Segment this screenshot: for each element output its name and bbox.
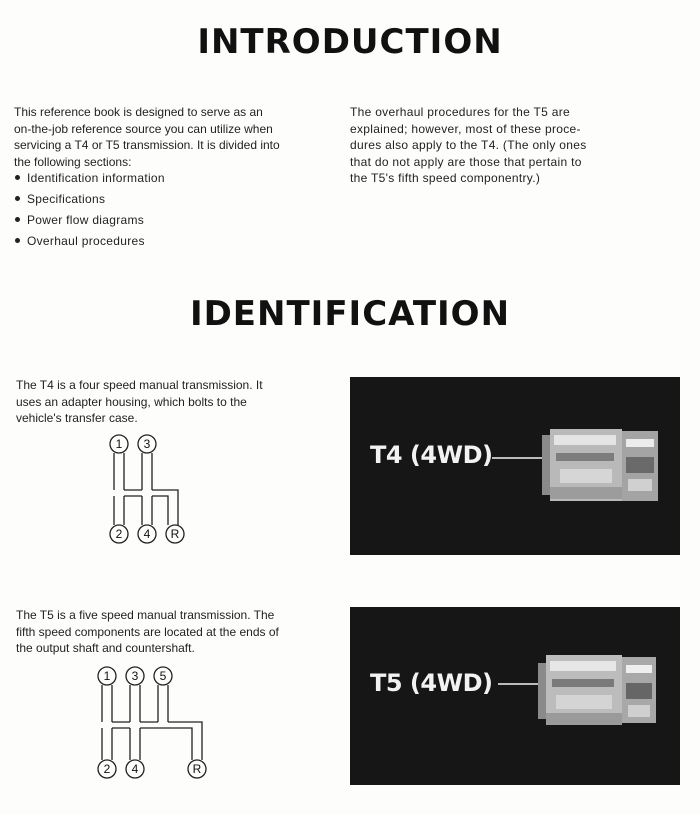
list-item: Specifications xyxy=(14,191,165,212)
intro-right-line: the T5's fifth speed componentry.) xyxy=(350,171,541,185)
t4-photo-label: T4 (4WD) xyxy=(370,441,493,469)
identification-heading: IDENTIFICATION xyxy=(189,294,511,334)
t5-shift-pattern-diagram xyxy=(90,664,215,788)
intro-left-paragraph xyxy=(14,104,280,170)
transmission-illustration xyxy=(350,607,680,785)
intro-right-line: dures also apply to the T4. (The only ones xyxy=(350,138,587,152)
gear-label: 3 xyxy=(131,669,139,683)
transmission-illustration xyxy=(350,377,680,555)
intro-right-line: that do not apply are those that pertain to xyxy=(350,154,582,169)
intro-left-line: on-the-job reference source you can utilize when xyxy=(14,121,273,136)
t5-description xyxy=(16,607,279,657)
list-item: Power flow diagrams xyxy=(14,212,165,233)
intro-right-line: The overhaul procedures for the T5 are xyxy=(350,105,570,119)
t5-description-line: fifth speed components are located at the ends of xyxy=(16,624,279,639)
list-item: Identification information xyxy=(14,170,165,191)
gear-label: 4 xyxy=(131,762,139,776)
list-item: Overhaul procedures xyxy=(14,233,165,254)
gear-label: 2 xyxy=(103,762,111,776)
gear-label: 5 xyxy=(159,669,167,683)
t5-photo-label: T5 (4WD) xyxy=(370,669,493,697)
t4-transmission-photo xyxy=(350,377,680,555)
t5-transmission-photo xyxy=(350,607,680,785)
gear-label: R xyxy=(192,762,202,776)
gear-label: 1 xyxy=(115,437,123,451)
t4-description-line: uses an adapter housing, which bolts to the xyxy=(16,394,247,409)
gear-label: 4 xyxy=(143,527,151,541)
intro-left-line: servicing a T4 or T5 transmission. It is divided into xyxy=(14,138,280,152)
gear-label: R xyxy=(170,527,180,541)
gear-label: 3 xyxy=(143,437,151,451)
gear-label: 1 xyxy=(103,669,111,683)
t4-description xyxy=(16,377,263,427)
section-list xyxy=(14,170,165,254)
intro-left-line: This reference book is designed to serve as an xyxy=(14,105,263,119)
t5-description-line: the output shaft and countershaft. xyxy=(16,641,195,655)
t5-description-line: The T5 is a five speed manual transmission. The xyxy=(16,608,275,622)
t4-description-line: vehicle's transfer case. xyxy=(16,411,138,425)
intro-left-line: the following sections: xyxy=(14,154,132,169)
t4-description-line: The T4 is a four speed manual transmission. It xyxy=(16,378,263,392)
intro-right-paragraph xyxy=(350,104,587,187)
intro-right-line: explained; however, most of these proce- xyxy=(350,121,581,136)
introduction-heading: INTRODUCTION xyxy=(197,22,503,62)
t4-shift-pattern-diagram xyxy=(100,432,200,552)
gear-label: 2 xyxy=(115,527,123,541)
